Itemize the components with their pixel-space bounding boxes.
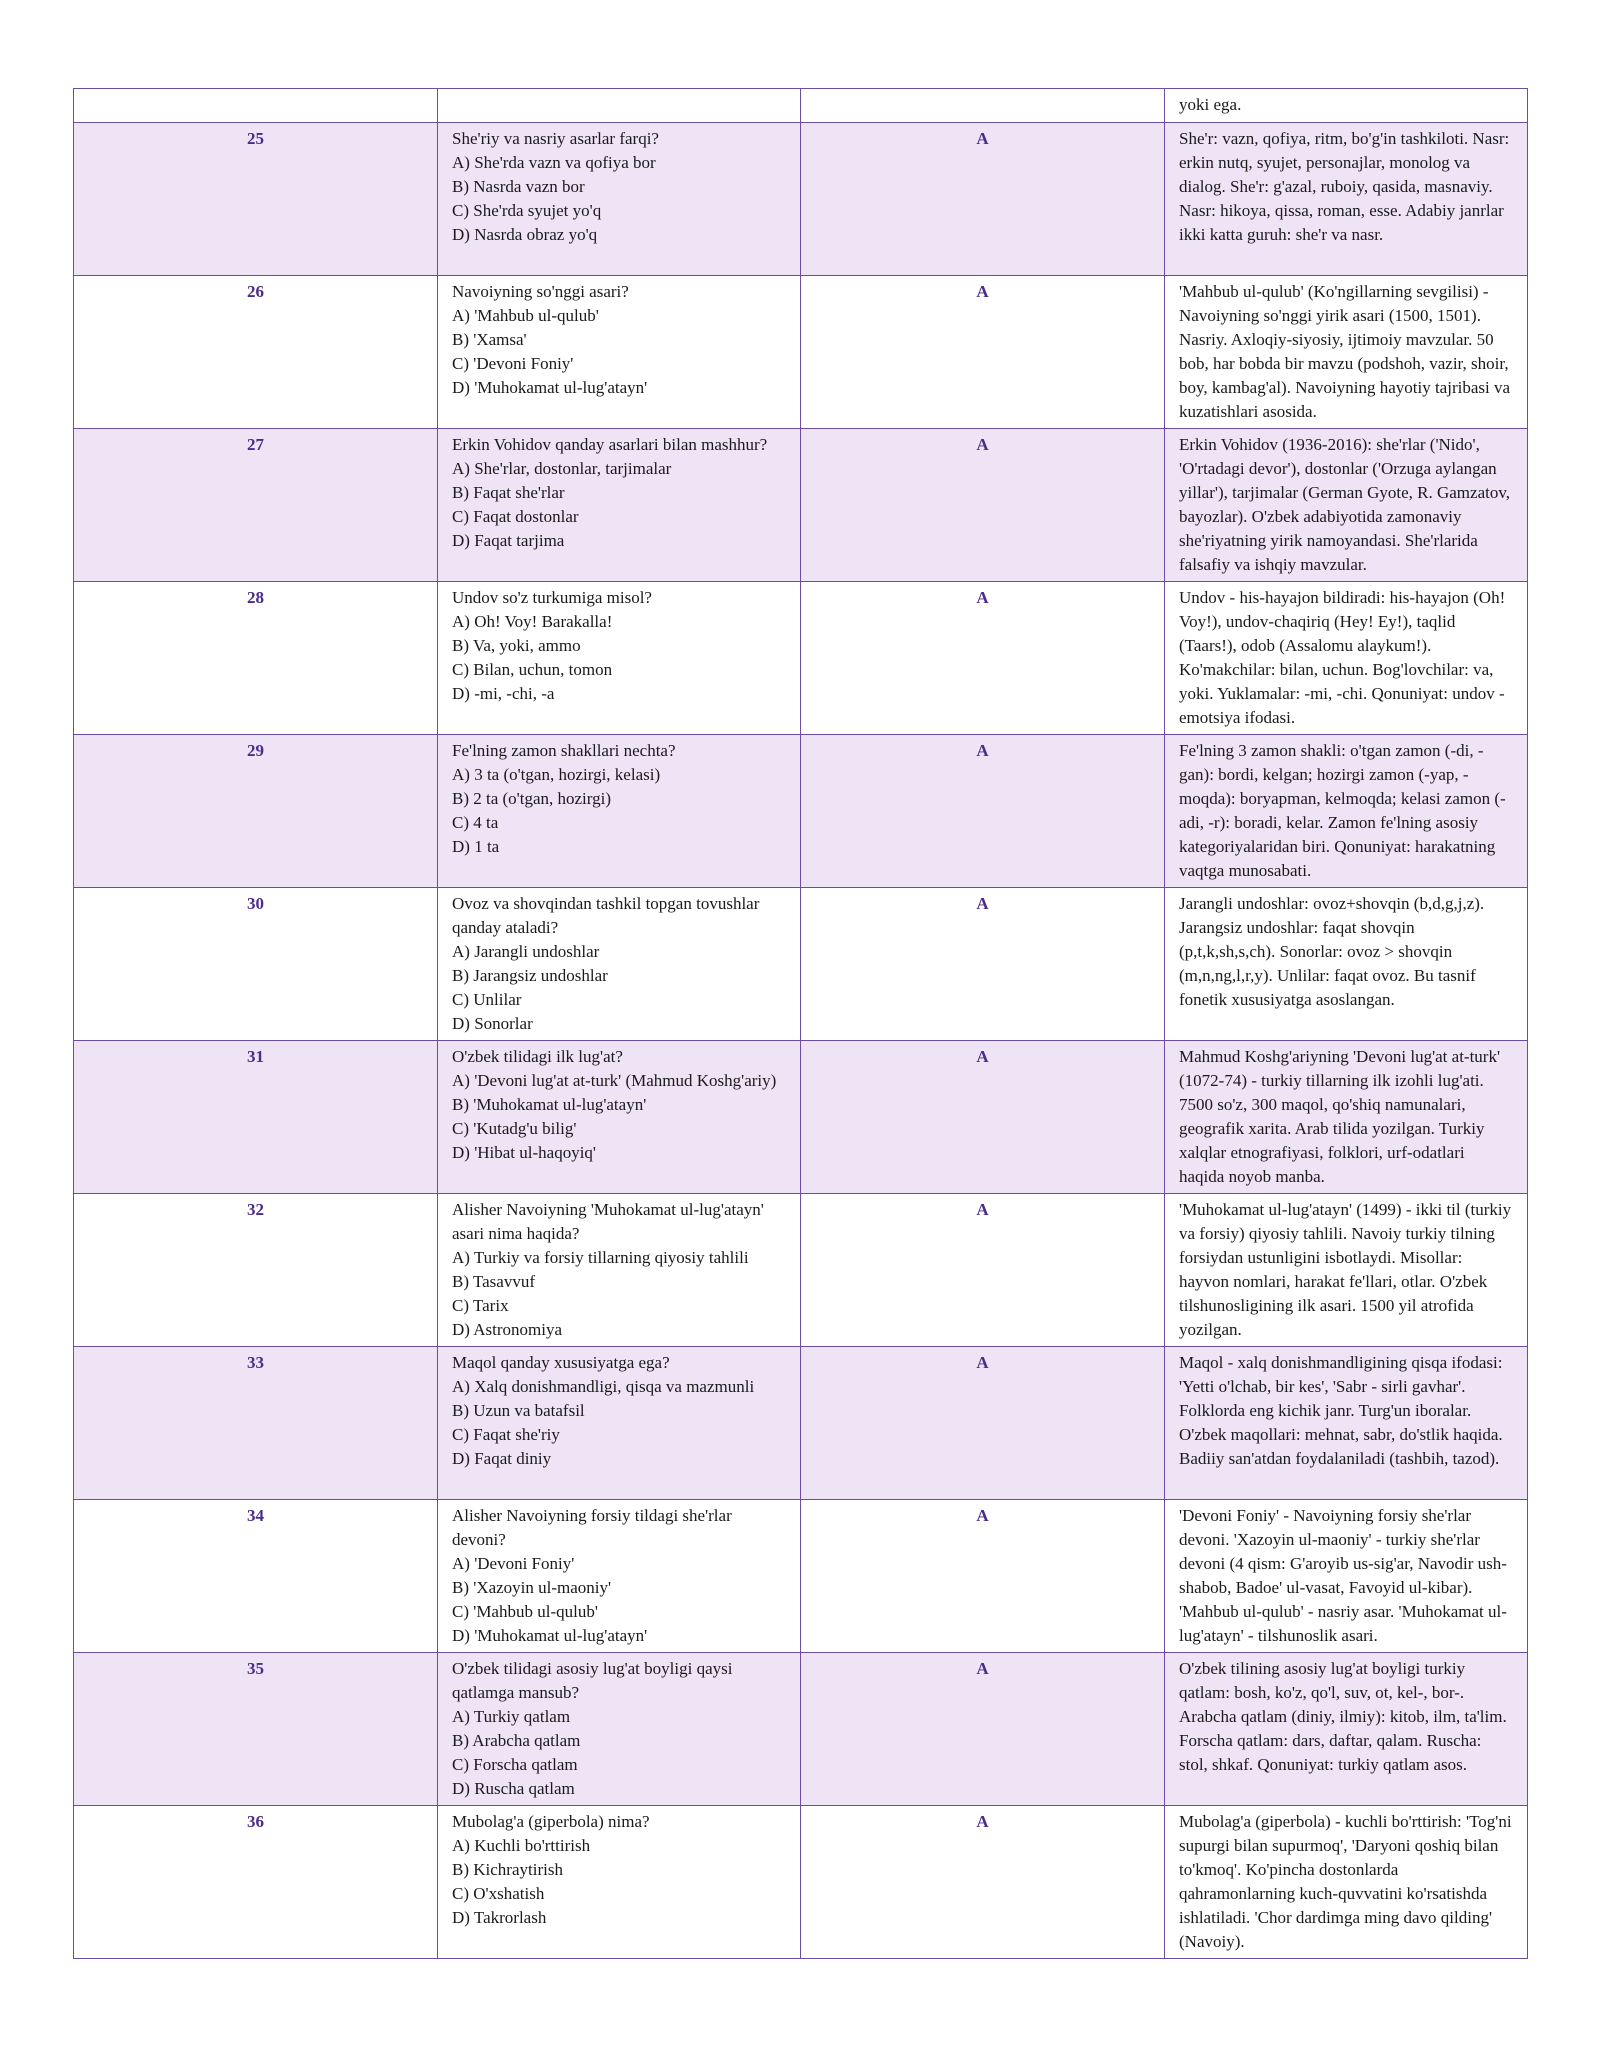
explanation-text: Erkin Vohidov (1936-2016): she'rlar ('Nido', 'O'rtadagi devor'), dostonlar ('Orzuga aylangan yillar'), tarjimalar (German Gyote, R. Gamzatov, bayozlar). O'zbek adabiyotida zamonaviy she'riyatning yirik namoyandasi. She'rlarida falsafiy va ishqiy mavzular. bbox=[1179, 435, 1510, 574]
explanation-cell bbox=[1165, 1041, 1528, 1194]
explanation-cell bbox=[1165, 888, 1528, 1041]
answer-option: D) Nasrda obraz yo'q bbox=[452, 225, 598, 244]
answer-option: A) Oh! Voy! Barakalla! bbox=[452, 612, 613, 631]
answer-option: B) 'Muhokamat ul-lug'atayn' bbox=[452, 1095, 647, 1114]
answer-option: B) Arabcha qatlam bbox=[452, 1731, 581, 1750]
answer-option: A) Jarangli undoshlar bbox=[452, 942, 600, 961]
question-row bbox=[74, 582, 1528, 735]
question-cell bbox=[438, 1347, 801, 1500]
answer-option: D) Faqat diniy bbox=[452, 1449, 552, 1468]
answer-option: A) 'Devoni lug'at at-turk' (Mahmud Koshg'ariy) bbox=[452, 1071, 777, 1090]
answer-option: D) Takrorlash bbox=[452, 1908, 547, 1927]
question-cell bbox=[438, 1041, 801, 1194]
question-number: 30 bbox=[74, 888, 438, 1041]
question-row bbox=[74, 276, 1528, 429]
question-text: Mubolag'a (giperbola) nima? bbox=[452, 1812, 650, 1831]
question-text: Alisher Navoiyning forsiy tildagi she'rlar devoni? bbox=[452, 1506, 732, 1549]
answer-option: C) Bilan, uchun, tomon bbox=[452, 660, 613, 679]
answer-option: D) Sonorlar bbox=[452, 1014, 533, 1033]
explanation-text: Jarangli undoshlar: ovoz+shovqin (b,d,g,j,z). Jarangsiz undoshlar: faqat shovqin (p,t,k,sh,s,ch). Sonorlar: ovoz > shovqin (m,n,ng,l,r,y). Unlilar: faqat ovoz. Bu tasnif fonetik xususiyatga asoslangan. bbox=[1179, 894, 1485, 1009]
question-table-page bbox=[73, 88, 1527, 1959]
explanation-cell bbox=[1165, 1194, 1528, 1347]
answer-option: D) 'Hibat ul-haqoyiq' bbox=[452, 1143, 596, 1162]
explanation-text: yoki ega. bbox=[1179, 95, 1242, 114]
answer-option: C) 'Mahbub ul-qulub' bbox=[452, 1602, 598, 1621]
explanation-text: Undov - his-hayajon bildiradi: his-hayajon (Oh! Voy!), undov-chaqiriq (Hey! Ey!), taqlid (Taars!), odob (Assalomu alaykum!). Ko'makchilar: bilan, uchun. Bog'lovchilar: va, yoki. Yuklamalar: -mi, -chi. Qonuniyat: undov - emotsiya ifodasi. bbox=[1179, 588, 1506, 727]
answer-option: D) 1 ta bbox=[452, 837, 500, 856]
question-row bbox=[74, 1653, 1528, 1806]
question-cell bbox=[438, 582, 801, 735]
correct-answer: A bbox=[801, 735, 1165, 888]
question-text: She'riy va nasriy asarlar farqi? bbox=[452, 129, 659, 148]
question-text: Navoiyning so'nggi asari? bbox=[452, 282, 629, 301]
question-cell bbox=[438, 1194, 801, 1347]
question-number: 26 bbox=[74, 276, 438, 429]
correct-answer: A bbox=[801, 1653, 1165, 1806]
question-cell bbox=[438, 123, 801, 276]
explanation-text: O'zbek tilining asosiy lug'at boyligi turkiy qatlam: bosh, ko'z, qo'l, suv, ot, kel-, bor-. Arabcha qatlam (diniy, ilmiy): kitob, ilm, ta'lim. Forscha qatlam: dars, daftar, qalam. Ruscha: stol, shkaf. Qonuniyat: turkiy qatlam asos. bbox=[1179, 1659, 1507, 1774]
question-text: Alisher Navoiyning 'Muhokamat ul-lug'atayn' asari nima haqida? bbox=[452, 1200, 764, 1243]
answer-option: C) O'xshatish bbox=[452, 1884, 545, 1903]
answer-option: B) Va, yoki, ammo bbox=[452, 636, 581, 655]
correct-answer: A bbox=[801, 888, 1165, 1041]
question-cell bbox=[438, 888, 801, 1041]
explanation-cell bbox=[1165, 1347, 1528, 1500]
answer-option: B) Jarangsiz undoshlar bbox=[452, 966, 608, 985]
question-number: 32 bbox=[74, 1194, 438, 1347]
number-cell bbox=[74, 89, 438, 123]
explanation-cell bbox=[1165, 735, 1528, 888]
correct-answer: A bbox=[801, 429, 1165, 582]
answer-option: C) 'Kutadg'u bilig' bbox=[452, 1119, 577, 1138]
answer-option: C) She'rda syujet yo'q bbox=[452, 201, 602, 220]
answer-option: A) 'Mahbub ul-qulub' bbox=[452, 306, 599, 325]
question-number: 25 bbox=[74, 123, 438, 276]
question-number: 33 bbox=[74, 1347, 438, 1500]
explanation-cell bbox=[1165, 429, 1528, 582]
question-row bbox=[74, 1194, 1528, 1347]
correct-answer: A bbox=[801, 1500, 1165, 1653]
explanation-text: Fe'lning 3 zamon shakli: o'tgan zamon (-di, -gan): bordi, kelgan; hozirgi zamon (-yap, -moqda): boryapman, kelmoqda; kelasi zamon (-adi, -r): boradi, kelar. Zamon fe'lning asosiy kategoriyalaridan biri. Qonuniyat: harakatning vaqtga munosabati. bbox=[1179, 741, 1506, 880]
explanation-cell bbox=[1165, 123, 1528, 276]
question-number: 27 bbox=[74, 429, 438, 582]
answer-option: C) 4 ta bbox=[452, 813, 499, 832]
answer-option: A) Turkiy qatlam bbox=[452, 1707, 571, 1726]
answer-option: A) 'Devoni Foniy' bbox=[452, 1554, 575, 1573]
question-table-body bbox=[74, 89, 1528, 1959]
question-cell bbox=[438, 1653, 801, 1806]
question-text: Ovoz va shovqindan tashkil topgan tovushlar qanday ataladi? bbox=[452, 894, 760, 937]
explanation-text: Maqol - xalq donishmandligining qisqa ifodasi: 'Yetti o'lchab, bir kes', 'Sabr - sirli gavhar'. Folklorda eng kichik janr. Turg'un iboralar. O'zbek maqollari: mehnat, sabr, do'stlik haqida. Badiiy san'atdan foydalaniladi (tashbih, tazod). bbox=[1179, 1353, 1503, 1468]
answer-option: B) 'Xamsa' bbox=[452, 330, 527, 349]
answer-option: B) 2 ta (o'tgan, hozirgi) bbox=[452, 789, 612, 808]
question-row bbox=[74, 429, 1528, 582]
correct-answer: A bbox=[801, 1194, 1165, 1347]
answer-option: A) Xalq donishmandligi, qisqa va mazmunli bbox=[452, 1377, 755, 1396]
explanation-cell bbox=[1165, 89, 1528, 123]
question-cell bbox=[438, 1500, 801, 1653]
question-text: Maqol qanday xususiyatga ega? bbox=[452, 1353, 670, 1372]
explanation-text: Mubolag'a (giperbola) - kuchli bo'rttirish: 'Tog'ni supurgi bilan supurmoq', 'Daryoni qoshiq bilan to'kmoq'. Ko'pincha dostonlarda qahramonlarning kuch-quvvatini ko'rsatishda ishlatiladi. 'Chor dardimga ming davo qilding' (Navoiy). bbox=[1179, 1812, 1512, 1951]
question-row bbox=[74, 1806, 1528, 1959]
answer-option: A) Turkiy va forsiy tillarning qiyosiy tahlili bbox=[452, 1248, 749, 1267]
question-cell bbox=[438, 429, 801, 582]
explanation-cell bbox=[1165, 1500, 1528, 1653]
question-text: Fe'lning zamon shakllari nechta? bbox=[452, 741, 676, 760]
answer-option: B) 'Xazoyin ul-maoniy' bbox=[452, 1578, 612, 1597]
question-cell bbox=[438, 89, 801, 123]
answer-option: C) Tarix bbox=[452, 1296, 509, 1315]
question-number: 29 bbox=[74, 735, 438, 888]
answer-option: D) 'Muhokamat ul-lug'atayn' bbox=[452, 378, 648, 397]
question-cell bbox=[438, 735, 801, 888]
answer-option: B) Uzun va batafsil bbox=[452, 1401, 585, 1420]
answer-option: C) Forscha qatlam bbox=[452, 1755, 578, 1774]
explanation-text: 'Muhokamat ul-lug'atayn' (1499) - ikki til (turkiy va forsiy) qiyosiy tahlili. Navoiy turkiy tilning forsiydan ustunligini isbotlaydi. Misollar: hayvon nomlari, harakat fe'llari, otlar. O'zbek tilshunosligining ilk asari. 1500 yil atrofida yozilgan. bbox=[1179, 1200, 1512, 1339]
continuation-row bbox=[74, 89, 1528, 123]
explanation-cell bbox=[1165, 1806, 1528, 1959]
question-table bbox=[73, 88, 1528, 1959]
answer-option: C) Faqat dostonlar bbox=[452, 507, 579, 526]
question-text: O'zbek tilidagi asosiy lug'at boyligi qaysi qatlamga mansub? bbox=[452, 1659, 733, 1702]
answer-option: D) 'Muhokamat ul-lug'atayn' bbox=[452, 1626, 648, 1645]
explanation-text: 'Devoni Foniy' - Navoiyning forsiy she'rlar devoni. 'Xazoyin ul-maoniy' - turkiy she'rlar devoni (4 qism: G'aroyib us-sig'ar, Navodir ush-shabob, Badoe' ul-vasat, Favoyid ul-kibar). 'Mahbub ul-qulub' - nasriy asar. 'Muhokamat ul-lug'atayn' - tilshunoslik asari. bbox=[1179, 1506, 1507, 1645]
answer-option: B) Nasrda vazn bor bbox=[452, 177, 585, 196]
question-number: 35 bbox=[74, 1653, 438, 1806]
correct-answer: A bbox=[801, 276, 1165, 429]
answer-cell bbox=[801, 89, 1165, 123]
answer-option: A) She'rlar, dostonlar, tarjimalar bbox=[452, 459, 672, 478]
question-number: 31 bbox=[74, 1041, 438, 1194]
explanation-text: Mahmud Koshg'ariyning 'Devoni lug'at at-turk' (1072-74) - turkiy tillarning ilk izohli lug'ati. 7500 so'z, 300 maqol, qo'shiq namunalari, geografik xarita. Arab tilida yozilgan. Turkiy xalqlar etnografiyasi, folklori, urf-odatlari haqida noyob manba. bbox=[1179, 1047, 1501, 1186]
question-row bbox=[74, 735, 1528, 888]
question-row bbox=[74, 1347, 1528, 1500]
explanation-text: She'r: vazn, qofiya, ritm, bo'g'in tashkiloti. Nasr: erkin nutq, syujet, personajlar, monolog va dialog. She'r: g'azal, ruboiy, qasida, masnaviy. Nasr: hikoya, qissa, roman, esse. Adabiy janrlar ikki katta guruh: she'r va nasr. bbox=[1179, 129, 1510, 244]
answer-option: D) -mi, -chi, -a bbox=[452, 684, 555, 703]
answer-option: A) 3 ta (o'tgan, hozirgi, kelasi) bbox=[452, 765, 661, 784]
correct-answer: A bbox=[801, 582, 1165, 735]
answer-option: B) Kichraytirish bbox=[452, 1860, 563, 1879]
question-cell bbox=[438, 276, 801, 429]
explanation-cell bbox=[1165, 1653, 1528, 1806]
answer-option: D) Ruscha qatlam bbox=[452, 1779, 575, 1798]
correct-answer: A bbox=[801, 1347, 1165, 1500]
answer-option: A) Kuchli bo'rttirish bbox=[452, 1836, 591, 1855]
answer-option: A) She'rda vazn va qofiya bor bbox=[452, 153, 656, 172]
answer-option: D) Faqat tarjima bbox=[452, 531, 565, 550]
explanation-text: 'Mahbub ul-qulub' (Ko'ngillarning sevgilisi) - Navoiyning so'nggi yirik asari (1500, 1501). Nasriy. Axloqiy-siyosiy, ijtimoiy mavzular. 50 bob, har bobda bir mavzu (podshoh, vazir, shoir, boy, kambag'al). Navoiyning hayotiy tajribasi va kuzatishlari asosida. bbox=[1179, 282, 1511, 421]
correct-answer: A bbox=[801, 123, 1165, 276]
question-number: 28 bbox=[74, 582, 438, 735]
correct-answer: A bbox=[801, 1806, 1165, 1959]
question-row bbox=[74, 1500, 1528, 1653]
answer-option: B) Tasavvuf bbox=[452, 1272, 536, 1291]
correct-answer: A bbox=[801, 1041, 1165, 1194]
question-row bbox=[74, 1041, 1528, 1194]
answer-option: C) Unlilar bbox=[452, 990, 522, 1009]
explanation-cell bbox=[1165, 276, 1528, 429]
answer-option: C) Faqat she'riy bbox=[452, 1425, 560, 1444]
answer-option: B) Faqat she'rlar bbox=[452, 483, 565, 502]
question-row bbox=[74, 123, 1528, 276]
question-text: O'zbek tilidagi ilk lug'at? bbox=[452, 1047, 623, 1066]
question-row bbox=[74, 888, 1528, 1041]
question-number: 36 bbox=[74, 1806, 438, 1959]
explanation-cell bbox=[1165, 582, 1528, 735]
question-text: Undov so'z turkumiga misol? bbox=[452, 588, 652, 607]
question-number: 34 bbox=[74, 1500, 438, 1653]
question-text: Erkin Vohidov qanday asarlari bilan mashhur? bbox=[452, 435, 768, 454]
answer-option: C) 'Devoni Foniy' bbox=[452, 354, 574, 373]
answer-option: D) Astronomiya bbox=[452, 1320, 563, 1339]
question-cell bbox=[438, 1806, 801, 1959]
